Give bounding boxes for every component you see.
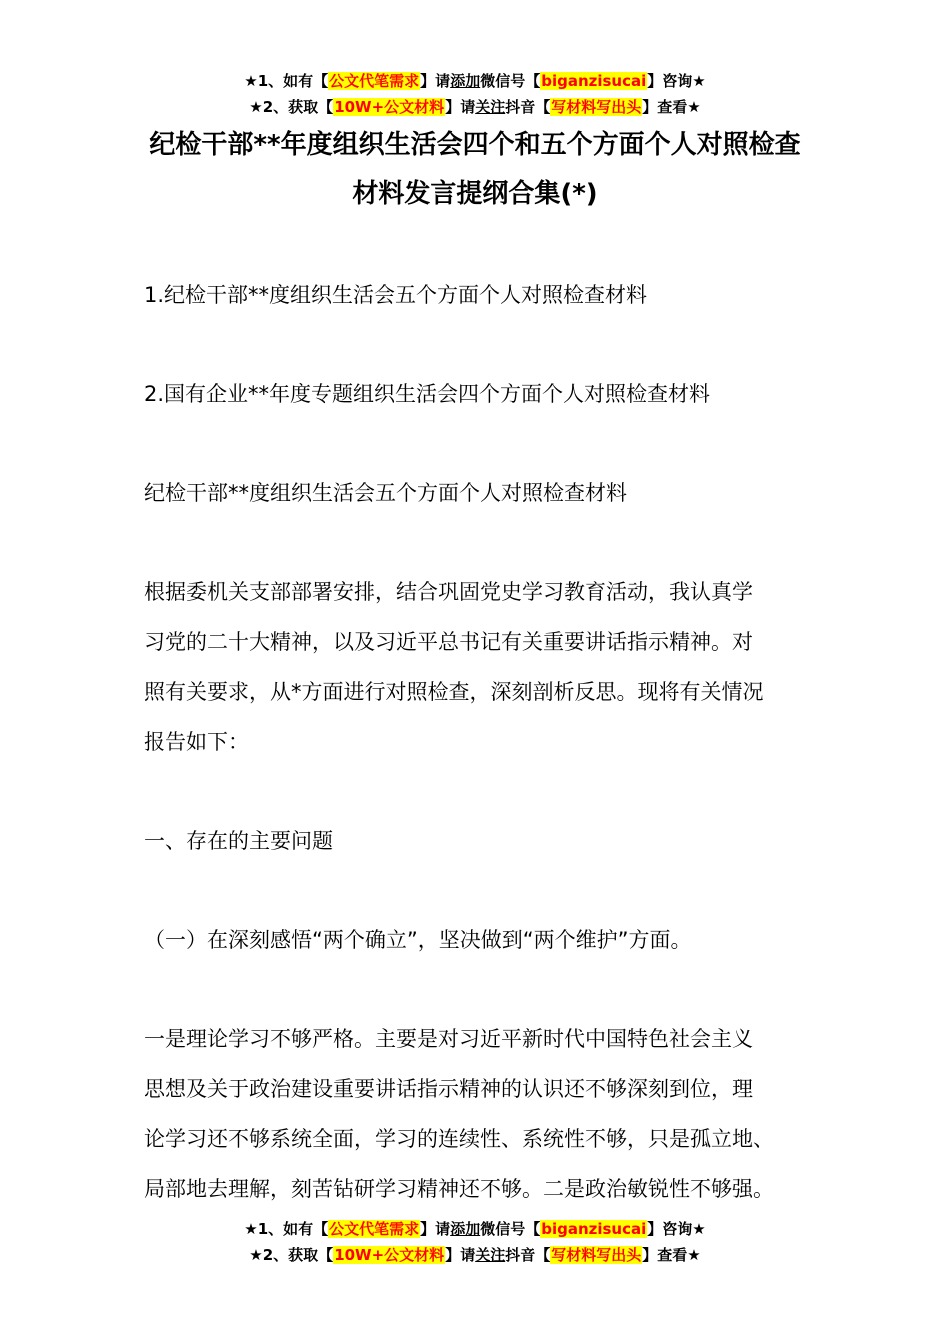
banner-line-2 xyxy=(0,1242,950,1268)
text-line: 根据委机关支部部署安排，结合巩固党史学习教育活动，我认真学 xyxy=(144,580,753,604)
banner-underline: 添加 xyxy=(450,72,481,90)
banner-text: ★2、获取【 xyxy=(249,1246,334,1264)
banner-underline: 关注 xyxy=(475,98,506,116)
text-line: 照有关要求，从*方面进行对照检查，深刻剖析反思。现将有关情况 xyxy=(144,680,764,704)
banner-highlight: 10W+公文材料 xyxy=(334,98,445,116)
text-line: 习党的二十大精神，以及习近平总书记有关重要讲话指示精神。对 xyxy=(144,630,753,654)
banner-text: 抖音【 xyxy=(505,98,551,116)
banner-text: 微信号【 xyxy=(480,72,541,90)
banner-highlight: biganzisucai xyxy=(541,72,647,90)
toc-item-1: 1.纪检干部**度组织生活会五个方面个人对照检查材料 xyxy=(144,283,648,307)
banner-highlight: biganzisucai xyxy=(541,1220,647,1238)
subheading-1: （一）在深刻感悟“两个确立”，坚决做到“两个维护”方面。 xyxy=(144,928,692,952)
banner-line-2 xyxy=(0,94,950,120)
banner-text: ★1、如有【 xyxy=(244,72,329,90)
banner-highlight: 公文代笔需求 xyxy=(329,1220,420,1238)
banner-text: 】请 xyxy=(445,98,476,116)
banner-highlight: 10W+公文材料 xyxy=(334,1246,445,1264)
text-line: 报告如下： xyxy=(144,730,249,754)
banner-text: 抖音【 xyxy=(505,1246,551,1264)
text-line: 论学习还不够系统全面，学习的连续性、系统性不够，只是孤立地、 xyxy=(144,1127,774,1151)
text-line: 一是理论学习不够严格。主要是对习近平新时代中国特色社会主义 xyxy=(144,1027,753,1051)
banner-underline: 关注 xyxy=(475,1246,506,1264)
banner-underline: 添加 xyxy=(450,1220,481,1238)
banner-highlight: 写材料写出头 xyxy=(551,1246,642,1264)
banner-text: ★2、获取【 xyxy=(249,98,334,116)
banner-text: 】咨询★ xyxy=(647,72,706,90)
banner-text: 】请 xyxy=(445,1246,476,1264)
top-banner xyxy=(0,68,950,120)
text-line: 局部地去理解，刻苦钻研学习精神还不够。二是政治敏锐性不够强。 xyxy=(144,1177,774,1201)
banner-highlight: 公文代笔需求 xyxy=(329,72,420,90)
text-line: 思想及关于政治建设重要讲话指示精神的认识还不够深刻到位，理 xyxy=(144,1077,753,1101)
banner-line-1 xyxy=(0,68,950,94)
banner-text: 】咨询★ xyxy=(647,1220,706,1238)
banner-text: ★1、如有【 xyxy=(244,1220,329,1238)
banner-text: 微信号【 xyxy=(480,1220,541,1238)
document-title-line-1: 纪检干部**年度组织生活会四个和五个方面个人对照检查 xyxy=(149,130,801,160)
banner-line-1 xyxy=(0,1216,950,1242)
banner-text: 】请 xyxy=(420,72,451,90)
section-title: 纪检干部**度组织生活会五个方面个人对照检查材料 xyxy=(144,481,627,505)
banner-text: 】请 xyxy=(420,1220,451,1238)
bottom-banner xyxy=(0,1216,950,1268)
heading-main-problems: 一、存在的主要问题 xyxy=(144,829,333,853)
banner-text: 】查看★ xyxy=(642,98,701,116)
body-paragraph xyxy=(144,1014,809,1214)
toc-item-2: 2.国有企业**年度专题组织生活会四个方面个人对照检查材料 xyxy=(144,382,711,406)
banner-highlight: 写材料写出头 xyxy=(551,98,642,116)
intro-paragraph xyxy=(144,567,809,767)
banner-text: 】查看★ xyxy=(642,1246,701,1264)
document-title-line-2: 材料发言提纲合集(*) xyxy=(352,179,598,209)
